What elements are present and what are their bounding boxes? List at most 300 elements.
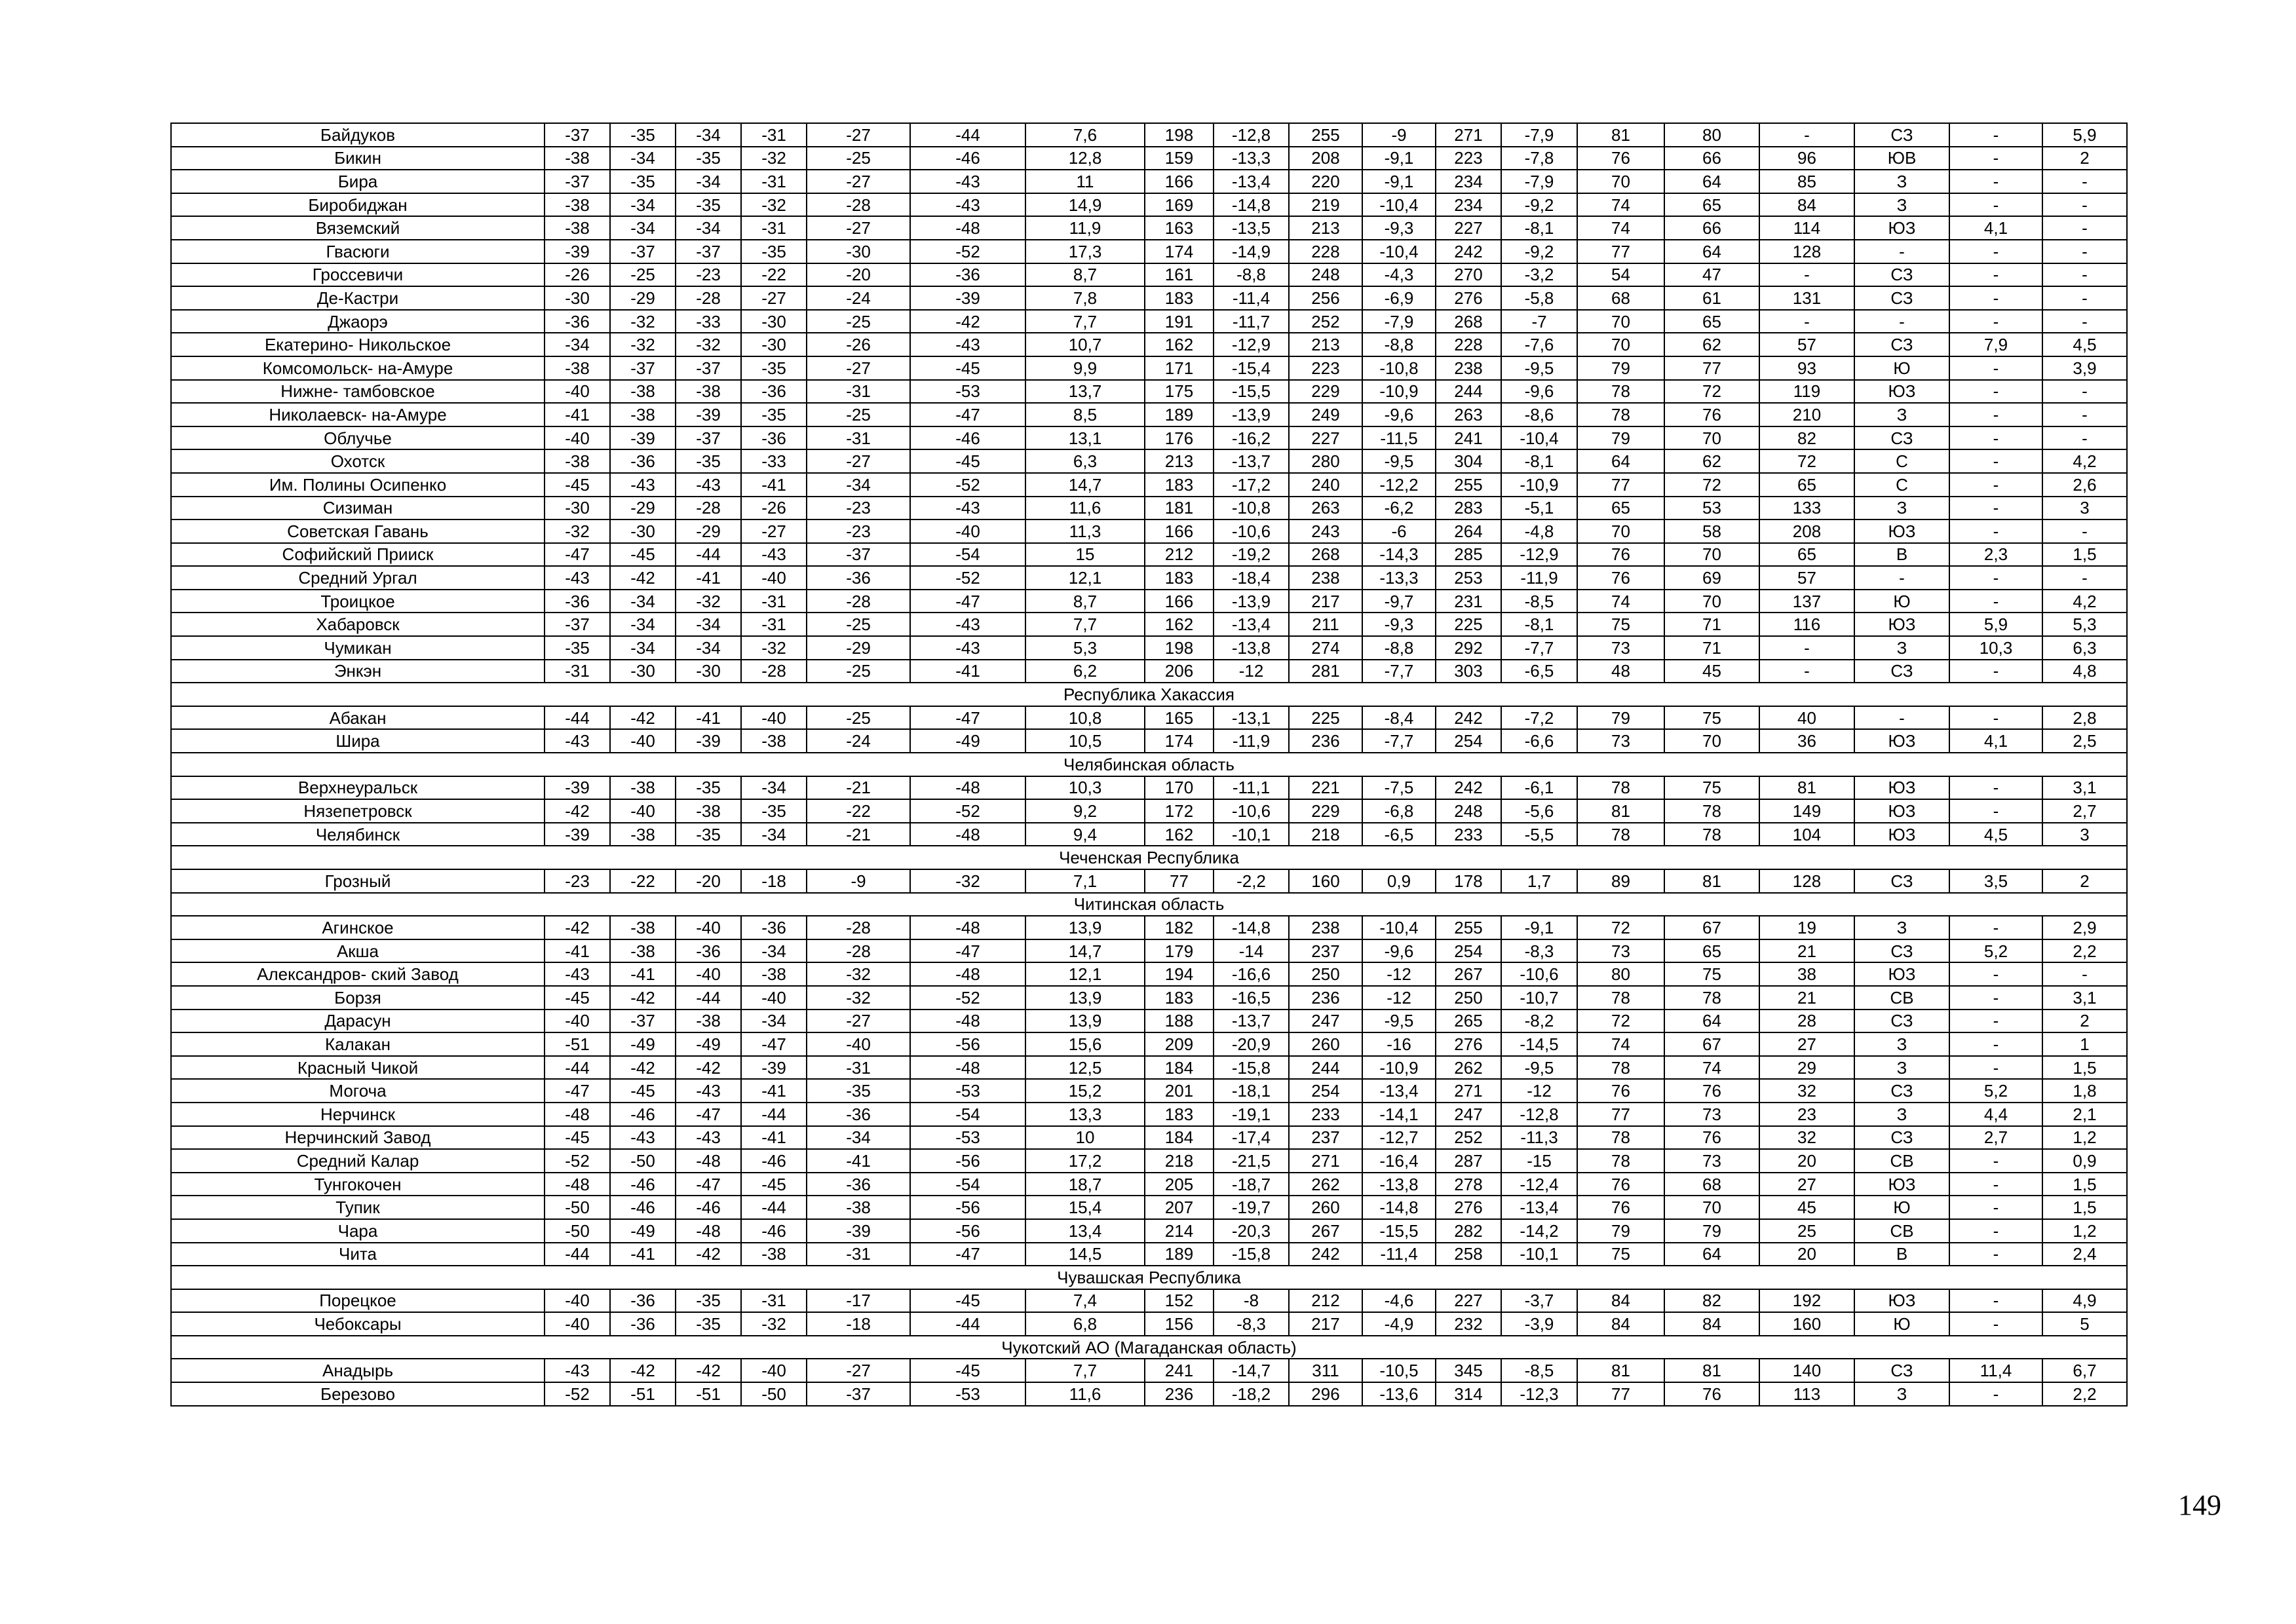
table-cell: 184 xyxy=(1145,1056,1214,1080)
table-cell: -44 xyxy=(545,1056,610,1080)
table-cell: -36 xyxy=(545,590,610,613)
table-cell: 3,5 xyxy=(1949,869,2042,893)
table-cell: 198 xyxy=(1145,123,1214,147)
table-row xyxy=(171,1173,2127,1196)
table-cell: 169 xyxy=(1145,193,1214,217)
table-cell: -13,4 xyxy=(1214,613,1289,636)
table-cell: 178 xyxy=(1436,869,1501,893)
table-row xyxy=(171,823,2127,846)
table-cell: -38 xyxy=(807,1196,910,1219)
table-cell: 74 xyxy=(1577,216,1664,240)
table-cell: 212 xyxy=(1289,1289,1362,1313)
table-cell: 32 xyxy=(1759,1079,1854,1103)
table-cell: 3,1 xyxy=(2042,986,2127,1010)
table-cell: 19 xyxy=(1759,916,1854,939)
table-row xyxy=(171,240,2127,263)
table-cell: -10,7 xyxy=(1501,986,1577,1010)
table-cell: -38 xyxy=(610,823,676,846)
table-cell: -21 xyxy=(807,823,910,846)
table-cell: -5,1 xyxy=(1501,497,1577,520)
table-cell: -43 xyxy=(545,566,610,590)
table-cell: 78 xyxy=(1577,986,1664,1010)
table-cell: 163 xyxy=(1145,216,1214,240)
table-cell: -42 xyxy=(545,799,610,823)
station-name-cell: Екатерино- Никольское xyxy=(171,333,545,356)
table-cell: -31 xyxy=(545,660,610,683)
table-cell: 12,1 xyxy=(1025,962,1145,986)
table-cell: 1,8 xyxy=(2042,1079,2127,1103)
table-cell: 248 xyxy=(1289,263,1362,287)
table-cell: 198 xyxy=(1145,636,1214,660)
table-cell: -39 xyxy=(676,729,741,753)
table-cell: - xyxy=(1854,240,1949,263)
table-row xyxy=(171,986,2127,1010)
table-cell: -41 xyxy=(545,939,610,963)
station-name-cell: Троицкое xyxy=(171,590,545,613)
table-cell: -12 xyxy=(1501,1079,1577,1103)
table-row xyxy=(171,1382,2127,1406)
table-cell: ЮВ xyxy=(1854,147,1949,170)
table-cell: 84 xyxy=(1664,1312,1759,1336)
table-cell: 70 xyxy=(1664,729,1759,753)
table-cell: 241 xyxy=(1436,426,1501,450)
table-cell: - xyxy=(1949,123,2042,147)
table-cell: -10,6 xyxy=(1214,799,1289,823)
table-cell: 78 xyxy=(1577,823,1664,846)
table-cell: -11,3 xyxy=(1501,1126,1577,1150)
table-cell: 82 xyxy=(1759,426,1854,450)
table-cell: ЮЗ xyxy=(1854,1173,1949,1196)
station-name-cell: Им. Полины Осипенко xyxy=(171,473,545,497)
table-cell: -10,1 xyxy=(1214,823,1289,846)
table-cell: - xyxy=(1949,1010,2042,1033)
table-cell: 5,9 xyxy=(2042,123,2127,147)
table-cell: -25 xyxy=(807,613,910,636)
table-cell: -12,4 xyxy=(1501,1173,1577,1196)
table-cell: -46 xyxy=(741,1149,807,1173)
table-cell: -56 xyxy=(910,1196,1025,1219)
table-cell: Ю xyxy=(1854,356,1949,380)
table-cell: З xyxy=(1854,170,1949,193)
table-cell: 218 xyxy=(1289,823,1362,846)
table-cell: - xyxy=(1949,1173,2042,1196)
table-cell: -20 xyxy=(676,869,741,893)
table-cell: 78 xyxy=(1664,823,1759,846)
table-cell: -25 xyxy=(807,660,910,683)
table-cell: 93 xyxy=(1759,356,1854,380)
table-cell: -38 xyxy=(610,939,676,963)
table-cell: -42 xyxy=(910,310,1025,333)
table-cell: - xyxy=(1949,310,2042,333)
table-cell: -25 xyxy=(807,310,910,333)
table-cell: -28 xyxy=(676,497,741,520)
table-cell: -52 xyxy=(910,473,1025,497)
table-cell: -40 xyxy=(545,380,610,404)
table-cell: 1,5 xyxy=(2042,543,2127,567)
table-cell: 228 xyxy=(1289,240,1362,263)
table-cell: 233 xyxy=(1436,823,1501,846)
table-cell: 23 xyxy=(1759,1103,1854,1126)
region-name: Челябинская область xyxy=(171,753,2127,776)
table-cell: -7,9 xyxy=(1501,170,1577,193)
table-cell: 254 xyxy=(1289,1079,1362,1103)
table-cell: 78 xyxy=(1577,380,1664,404)
table-cell: -23 xyxy=(676,263,741,287)
table-cell: -48 xyxy=(910,823,1025,846)
table-cell: 223 xyxy=(1289,356,1362,380)
table-cell: - xyxy=(1949,590,2042,613)
table-cell: З xyxy=(1854,497,1949,520)
table-cell: 76 xyxy=(1577,147,1664,170)
table-cell: 70 xyxy=(1664,543,1759,567)
table-cell: 17,2 xyxy=(1025,1149,1145,1173)
table-cell: 205 xyxy=(1145,1173,1214,1196)
table-cell: -32 xyxy=(741,636,807,660)
table-cell: 161 xyxy=(1145,263,1214,287)
table-cell: 57 xyxy=(1759,333,1854,356)
table-cell: 76 xyxy=(1664,1079,1759,1103)
table-cell: 1,5 xyxy=(2042,1173,2127,1196)
table-cell: -22 xyxy=(741,263,807,287)
table-cell: -27 xyxy=(807,1359,910,1382)
table-cell: - xyxy=(2042,193,2127,217)
table-cell: 8,5 xyxy=(1025,403,1145,426)
table-cell: -12,8 xyxy=(1214,123,1289,147)
table-cell: -50 xyxy=(741,1382,807,1406)
table-cell: 70 xyxy=(1664,590,1759,613)
table-cell: 73 xyxy=(1664,1103,1759,1126)
table-cell: -13,9 xyxy=(1214,590,1289,613)
station-name-cell: Борзя xyxy=(171,986,545,1010)
table-cell: -41 xyxy=(807,1149,910,1173)
table-cell: 184 xyxy=(1145,1126,1214,1150)
table-cell: -47 xyxy=(910,590,1025,613)
table-cell: -3,2 xyxy=(1501,263,1577,287)
table-cell: 0,9 xyxy=(1362,869,1436,893)
table-cell: -15,8 xyxy=(1214,1243,1289,1266)
table-cell: -9,2 xyxy=(1501,193,1577,217)
table-cell: 73 xyxy=(1577,939,1664,963)
table-cell: 5,2 xyxy=(1949,939,2042,963)
table-cell: 96 xyxy=(1759,147,1854,170)
table-row xyxy=(171,473,2127,497)
table-cell: -11,9 xyxy=(1214,729,1289,753)
table-cell: 11,4 xyxy=(1949,1359,2042,1382)
table-cell: СЗ xyxy=(1854,286,1949,310)
station-name-cell: Чита xyxy=(171,1243,545,1266)
table-row xyxy=(171,263,2127,287)
table-cell: 13,9 xyxy=(1025,1010,1145,1033)
table-cell: -6,6 xyxy=(1501,729,1577,753)
table-cell: 137 xyxy=(1759,590,1854,613)
table-cell: 73 xyxy=(1577,636,1664,660)
table-cell: -9 xyxy=(1362,123,1436,147)
table-cell: 7,4 xyxy=(1025,1289,1145,1313)
table-cell: -8,5 xyxy=(1501,590,1577,613)
table-cell: - xyxy=(1759,636,1854,660)
table-cell: -38 xyxy=(676,799,741,823)
table-cell: -36 xyxy=(610,1289,676,1313)
table-cell: 229 xyxy=(1289,799,1362,823)
table-cell: - xyxy=(1854,310,1949,333)
table-cell: -48 xyxy=(910,776,1025,800)
table-cell: -7,9 xyxy=(1362,310,1436,333)
table-cell: -10,8 xyxy=(1362,356,1436,380)
table-cell: -40 xyxy=(910,519,1025,543)
table-cell: - xyxy=(1949,170,2042,193)
table-cell: 13,1 xyxy=(1025,426,1145,450)
table-cell: 165 xyxy=(1145,706,1214,730)
table-cell: -45 xyxy=(741,1173,807,1196)
table-cell: -43 xyxy=(610,473,676,497)
table-cell: -52 xyxy=(910,986,1025,1010)
table-cell: -3,9 xyxy=(1501,1312,1577,1336)
table-cell: -4,9 xyxy=(1362,1312,1436,1336)
table-cell: 159 xyxy=(1145,147,1214,170)
station-name-cell: Нерчинск xyxy=(171,1103,545,1126)
table-cell: -43 xyxy=(545,729,610,753)
table-cell: -5,8 xyxy=(1501,286,1577,310)
table-cell: -52 xyxy=(910,566,1025,590)
table-cell: 208 xyxy=(1759,519,1854,543)
table-cell: -32 xyxy=(676,333,741,356)
table-cell: -10,9 xyxy=(1362,380,1436,404)
table-cell: -34 xyxy=(741,823,807,846)
table-cell: -32 xyxy=(610,333,676,356)
table-cell: 2,2 xyxy=(2042,1382,2127,1406)
table-cell: 7,7 xyxy=(1025,1359,1145,1382)
table-cell: 48 xyxy=(1577,660,1664,683)
table-cell: 81 xyxy=(1577,123,1664,147)
table-cell: -10,4 xyxy=(1362,193,1436,217)
table-cell: 78 xyxy=(1577,1149,1664,1173)
table-cell: СЗ xyxy=(1854,660,1949,683)
table-cell: -17 xyxy=(807,1289,910,1313)
station-name-cell: Вяземский xyxy=(171,216,545,240)
table-cell: -8,5 xyxy=(1501,1359,1577,1382)
table-cell: -42 xyxy=(545,916,610,939)
table-cell: -38 xyxy=(610,776,676,800)
table-cell: -29 xyxy=(610,497,676,520)
table-cell: 271 xyxy=(1436,1079,1501,1103)
table-cell: -31 xyxy=(741,216,807,240)
table-cell: -54 xyxy=(910,543,1025,567)
table-cell: С xyxy=(1854,449,1949,473)
table-cell: -56 xyxy=(910,1149,1025,1173)
table-cell: 212 xyxy=(1145,543,1214,567)
table-cell: 36 xyxy=(1759,729,1854,753)
table-cell: -46 xyxy=(910,426,1025,450)
table-cell: -37 xyxy=(610,1010,676,1033)
table-cell: -43 xyxy=(910,636,1025,660)
table-cell: -16,6 xyxy=(1214,962,1289,986)
table-cell: 77 xyxy=(1577,473,1664,497)
table-cell: 81 xyxy=(1577,799,1664,823)
table-cell: 206 xyxy=(1145,660,1214,683)
table-cell: СВ xyxy=(1854,986,1949,1010)
station-name-cell: Биробиджан xyxy=(171,193,545,217)
table-cell: -5,5 xyxy=(1501,823,1577,846)
table-cell: 80 xyxy=(1577,962,1664,986)
table-cell: ЮЗ xyxy=(1854,823,1949,846)
table-cell: -39 xyxy=(545,823,610,846)
page-number: 149 xyxy=(2178,1489,2221,1521)
table-cell: 75 xyxy=(1577,613,1664,636)
table-cell: 1 xyxy=(2042,1032,2127,1056)
table-row xyxy=(171,356,2127,380)
table-cell: 311 xyxy=(1289,1359,1362,1382)
table-cell: ЮЗ xyxy=(1854,613,1949,636)
table-cell: -47 xyxy=(910,1243,1025,1266)
table-cell: -51 xyxy=(545,1032,610,1056)
table-cell: 78 xyxy=(1577,403,1664,426)
table-cell: -48 xyxy=(910,1010,1025,1033)
station-name-cell: Бикин xyxy=(171,147,545,170)
table-cell: -45 xyxy=(610,543,676,567)
table-cell: -11,4 xyxy=(1362,1243,1436,1266)
station-name-cell: Байдуков xyxy=(171,123,545,147)
table-cell: -34 xyxy=(545,333,610,356)
table-cell: -27 xyxy=(807,123,910,147)
station-name-cell: Средний Ургал xyxy=(171,566,545,590)
table-cell: Ю xyxy=(1854,1312,1949,1336)
table-cell: 10,3 xyxy=(1025,776,1145,800)
table-cell: - xyxy=(1759,660,1854,683)
table-cell: 227 xyxy=(1289,426,1362,450)
table-cell: -4,3 xyxy=(1362,263,1436,287)
table-cell: 15,2 xyxy=(1025,1079,1145,1103)
table-cell: 271 xyxy=(1436,123,1501,147)
table-cell: -45 xyxy=(910,356,1025,380)
table-cell: -13,4 xyxy=(1214,170,1289,193)
table-cell: 13,9 xyxy=(1025,916,1145,939)
table-cell: 14,5 xyxy=(1025,1243,1145,1266)
table-cell: -14,2 xyxy=(1501,1219,1577,1243)
table-cell: -12 xyxy=(1362,986,1436,1010)
table-cell: -34 xyxy=(676,170,741,193)
table-cell: -27 xyxy=(807,170,910,193)
table-cell: -54 xyxy=(910,1173,1025,1196)
table-cell: 162 xyxy=(1145,613,1214,636)
table-cell: 2,7 xyxy=(1949,1126,2042,1150)
table-cell: 176 xyxy=(1145,426,1214,450)
table-cell: 89 xyxy=(1577,869,1664,893)
table-cell: -34 xyxy=(807,1126,910,1150)
table-cell: -41 xyxy=(741,1126,807,1150)
table-cell: -40 xyxy=(741,566,807,590)
table-cell: -35 xyxy=(676,823,741,846)
table-cell: 29 xyxy=(1759,1056,1854,1080)
table-cell: -45 xyxy=(610,1079,676,1103)
table-row xyxy=(171,916,2127,939)
table-cell: 287 xyxy=(1436,1149,1501,1173)
table-cell: - xyxy=(1949,356,2042,380)
table-cell: 213 xyxy=(1289,216,1362,240)
table-cell: -48 xyxy=(910,916,1025,939)
table-cell: -8,3 xyxy=(1501,939,1577,963)
table-cell: -14,1 xyxy=(1362,1103,1436,1126)
table-cell: - xyxy=(2042,380,2127,404)
table-cell: -27 xyxy=(807,216,910,240)
table-cell: - xyxy=(2042,519,2127,543)
table-cell: -39 xyxy=(807,1219,910,1243)
table-cell: -37 xyxy=(545,170,610,193)
table-cell: 27 xyxy=(1759,1173,1854,1196)
table-cell: -36 xyxy=(741,380,807,404)
table-cell: -15,4 xyxy=(1214,356,1289,380)
table-cell: -22 xyxy=(807,799,910,823)
table-cell: 248 xyxy=(1436,799,1501,823)
table-cell: -44 xyxy=(676,986,741,1010)
table-cell: 81 xyxy=(1664,1359,1759,1382)
table-cell: -43 xyxy=(610,1126,676,1150)
table-cell: - xyxy=(2042,263,2127,287)
table-cell: 58 xyxy=(1664,519,1759,543)
table-row xyxy=(171,566,2127,590)
table-cell: 182 xyxy=(1145,916,1214,939)
table-cell: 78 xyxy=(1577,1126,1664,1150)
table-cell: 74 xyxy=(1577,1032,1664,1056)
table-cell: -8,8 xyxy=(1214,263,1289,287)
table-cell: 236 xyxy=(1289,986,1362,1010)
table-cell: 250 xyxy=(1436,986,1501,1010)
table-cell: -35 xyxy=(610,170,676,193)
table-cell: 189 xyxy=(1145,403,1214,426)
table-cell: 7,7 xyxy=(1025,310,1145,333)
table-cell: -48 xyxy=(910,962,1025,986)
table-cell: 314 xyxy=(1436,1382,1501,1406)
table-cell: -19,1 xyxy=(1214,1103,1289,1126)
table-cell: -35 xyxy=(676,449,741,473)
table-cell: 75 xyxy=(1664,706,1759,730)
table-cell: ЮЗ xyxy=(1854,776,1949,800)
region-name: Чукотский АО (Магаданская область) xyxy=(171,1336,2127,1359)
table-cell: 133 xyxy=(1759,497,1854,520)
table-row xyxy=(171,613,2127,636)
table-cell: -49 xyxy=(610,1219,676,1243)
table-cell: 240 xyxy=(1289,473,1362,497)
table-cell: -35 xyxy=(807,1079,910,1103)
table-cell: -37 xyxy=(610,240,676,263)
table-cell: 209 xyxy=(1145,1032,1214,1056)
table-cell: -29 xyxy=(807,636,910,660)
station-name-cell: Тупик xyxy=(171,1196,545,1219)
table-cell: -53 xyxy=(910,1126,1025,1150)
table-cell: -44 xyxy=(676,543,741,567)
table-cell: -12 xyxy=(1362,962,1436,986)
table-cell: 189 xyxy=(1145,1243,1214,1266)
table-cell: 227 xyxy=(1436,1289,1501,1313)
table-cell: -38 xyxy=(741,962,807,986)
table-cell: -27 xyxy=(807,356,910,380)
table-cell: 183 xyxy=(1145,1103,1214,1126)
table-cell: 271 xyxy=(1289,1149,1362,1173)
table-cell: -17,2 xyxy=(1214,473,1289,497)
table-cell: -6 xyxy=(1362,519,1436,543)
table-cell: 69 xyxy=(1664,566,1759,590)
table-cell: СВ xyxy=(1854,1219,1949,1243)
table-cell: -37 xyxy=(676,426,741,450)
station-name-cell: Энкэн xyxy=(171,660,545,683)
table-cell: - xyxy=(1949,1382,2042,1406)
table-cell: -6,9 xyxy=(1362,286,1436,310)
table-cell: -12,3 xyxy=(1501,1382,1577,1406)
table-cell: -25 xyxy=(807,706,910,730)
table-cell: -32 xyxy=(741,193,807,217)
table-cell: 62 xyxy=(1664,333,1759,356)
table-cell: 57 xyxy=(1759,566,1854,590)
table-cell: 175 xyxy=(1145,380,1214,404)
